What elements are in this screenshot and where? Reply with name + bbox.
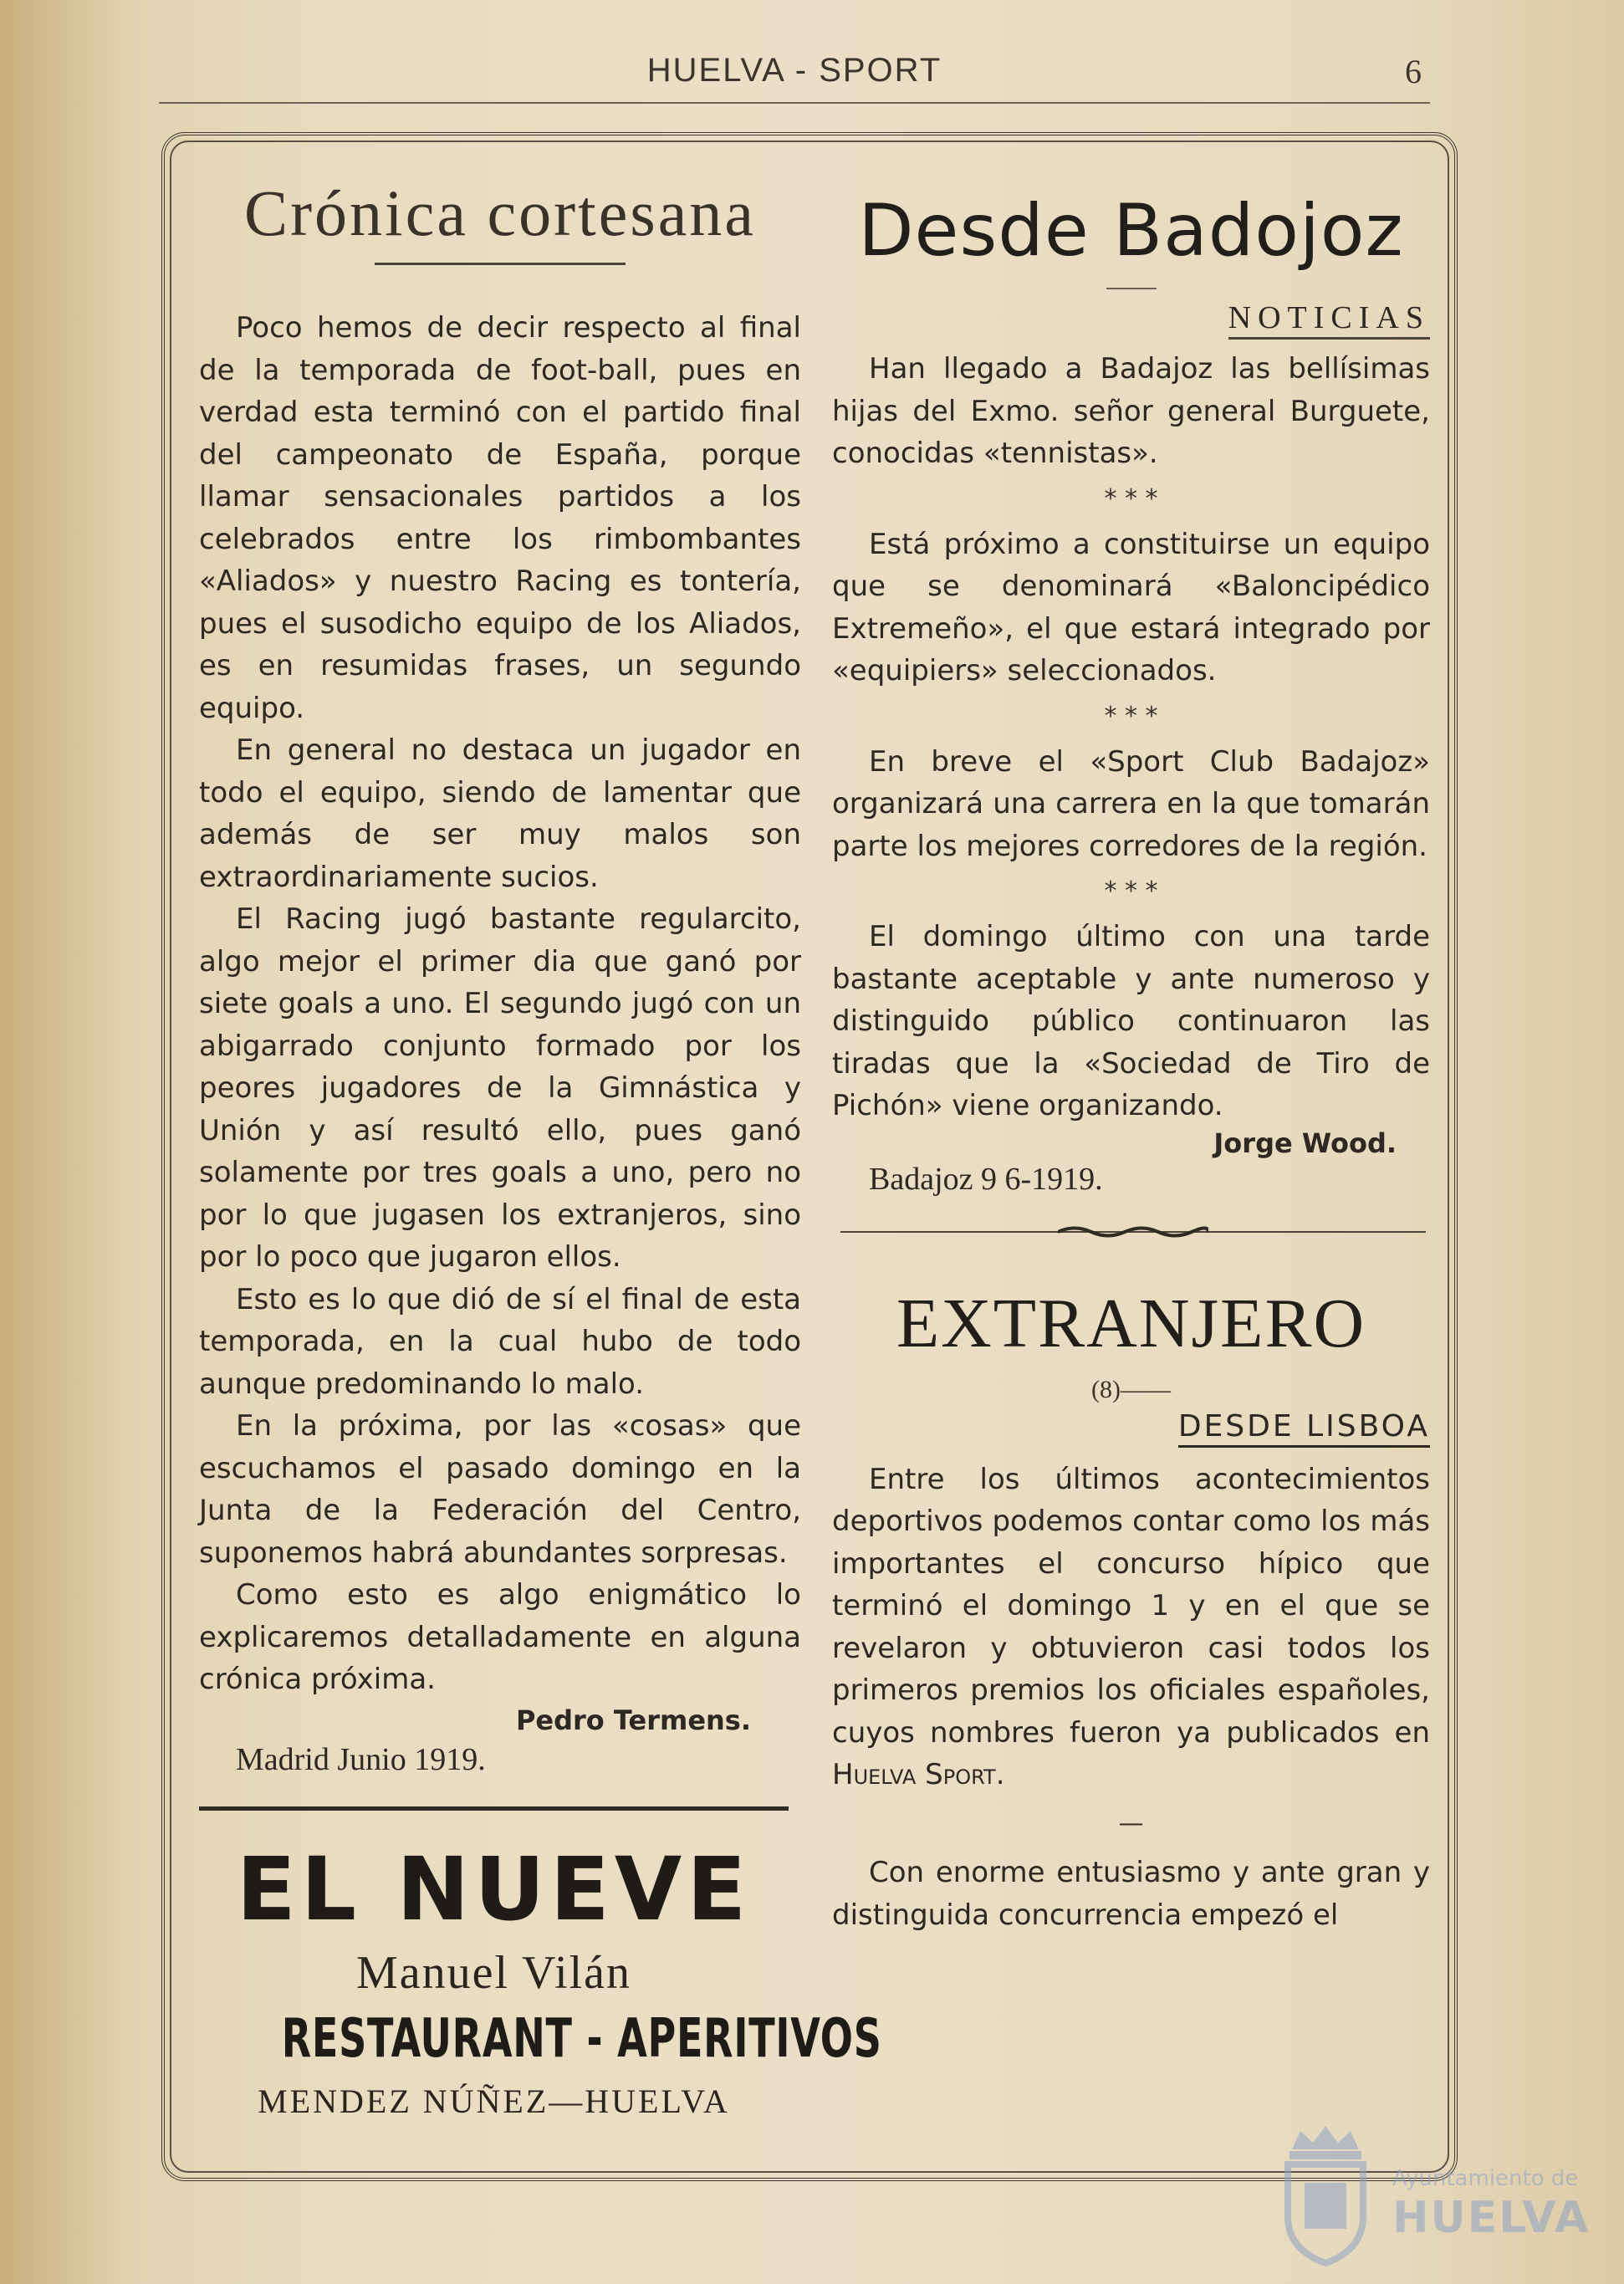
paragraph: Poco hemos de decir respecto al final de la temporada de foot-ball, pues en verdad esta terminó con el partido final del campeonato de España, porque llamar sensacionales partidos a los celebrados entre los rimbombantes «Aliados» y nuestro Racing es tontería, pues el susodicho equipo de los Aliados, es en resumidas frases, un segundo equipo. [199,311,801,725]
title-underline [375,263,626,265]
section-subtitle [832,299,1430,336]
publication-name: Huelva Sport [832,1758,996,1791]
asterism: * * * [1104,483,1158,514]
section-mark: (8)—— [1091,1375,1171,1403]
paragraph: Como esto es algo enigmático lo explicaremos detalladamente en alguna crónica próxima. [199,1578,801,1696]
desde-lisboa-label: DESDE LISBOA [1178,1409,1430,1448]
article-body-extranjero [832,1459,1430,1937]
page-header [159,52,1430,104]
paragraph [832,1459,1430,1796]
paragraph: Esto es lo que dió de sí el final de esta temporada, en la cual hubo de todo aunque predominando lo malo. [199,1282,801,1401]
dateline: Madrid Junio 1919. [236,1741,486,1777]
paragraph: En general no destaca un jugador en todo el equipo, siendo de lamentar que además de ser muy malos son extraordinariamente sucios. [199,733,801,894]
article-title-badajoz: Desde Badojoz [858,189,1404,273]
section-title-extranjero: EXTRANJERO [896,1284,1366,1362]
article-body-cronica [199,307,801,1701]
ad-headline: EL NUEVE [236,1837,752,1940]
watermark-line2: HUELVA [1392,2193,1591,2243]
section-subtitle [832,1409,1430,1443]
paragraph: En la próxima, por las «cosas» que escuchamos el pasado domingo en la Junta de la Federación del Centro, suponemos habrá abundantes sorpresas. [199,1409,801,1570]
right-column [832,176,1430,1936]
ornament-icon [1058,1224,1208,1239]
author-signature: Pedro Termens. [515,1704,751,1736]
paragraph: Con enorme entusiasmo y ante gran y distinguida concurrencia empezó el [832,1856,1430,1932]
ornamental-divider [840,1231,1426,1233]
article-title-cronica: Crónica cortesana [244,176,756,249]
news-item: Han llegado a Badajoz las bellísimas hijas del Exmo. señor general Burguete, conocidas «tennistas». [832,352,1430,470]
section-divider [199,1806,789,1811]
news-item: Está próximo a constituirse un equipo que se denominará «Baloncipédico Extremeño», el que estará integrado por «equipiers» seleccionados. [832,527,1430,687]
asterism: * * * [1104,701,1158,731]
paragraph: El Racing jugó bastante regularcito, algo mejor el primer dia que ganó por siete goals a uno. El segundo jugó con un abigarrado conjunto formado por los peores jugadores de la Gimnástica y Unión y así resultó ello, pues ganó solamente por tres goals a uno, pero no por lo que jugasen los extranjeros, sino por lo poco que jugaron ellos. [199,902,801,1274]
title-underline [1106,288,1157,289]
ad-business: RESTAURANT - APERITIVOS [281,2007,882,2070]
paragraph-text: Entre los últimos acontecimientos deportivos podemos contar como los más importantes el concurso hípico que terminó el domingo 1 y en el que se revelaron y obtuvieron casi todos los primeros premios los oficiales españoles, cuyos nombres fueron ya publicados en [832,1462,1430,1750]
article-body-badajoz [832,348,1430,1127]
asterism: * * * [1104,876,1158,906]
publication-title: HUELVA - SPORT [646,52,942,89]
advertisement-el-nueve [199,1837,882,2121]
separator-dash: — [1118,1808,1144,1838]
news-item: El domingo último con una tarde bastante aceptable y ante numeroso y distinguido público continuaron las tiradas que la «Sociedad de Tiro de Pichón» viene organizando. [832,920,1430,1122]
author-signature: Jorge Wood. [1213,1127,1397,1159]
left-column [199,167,882,2121]
noticias-label: NOTICIAS [1228,300,1430,340]
dateline: Badajoz 9 6-1919. [869,1161,1103,1197]
paragraph-end: . [995,1758,1005,1791]
page-number: 6 [1405,53,1422,90]
ad-address: MENDEZ NÚÑEZ—HUELVA [258,2082,730,2120]
crest-icon [1279,2124,1371,2266]
watermark-line1: Ayuntamiento de [1392,2166,1579,2191]
ad-owner: Manuel Vilán [355,1946,632,1999]
news-item: En breve el «Sport Club Badajoz» organizará una carrera en la que tomarán parte los mejores corredores de la región. [832,744,1430,863]
ayuntamiento-watermark [1279,2124,1591,2275]
